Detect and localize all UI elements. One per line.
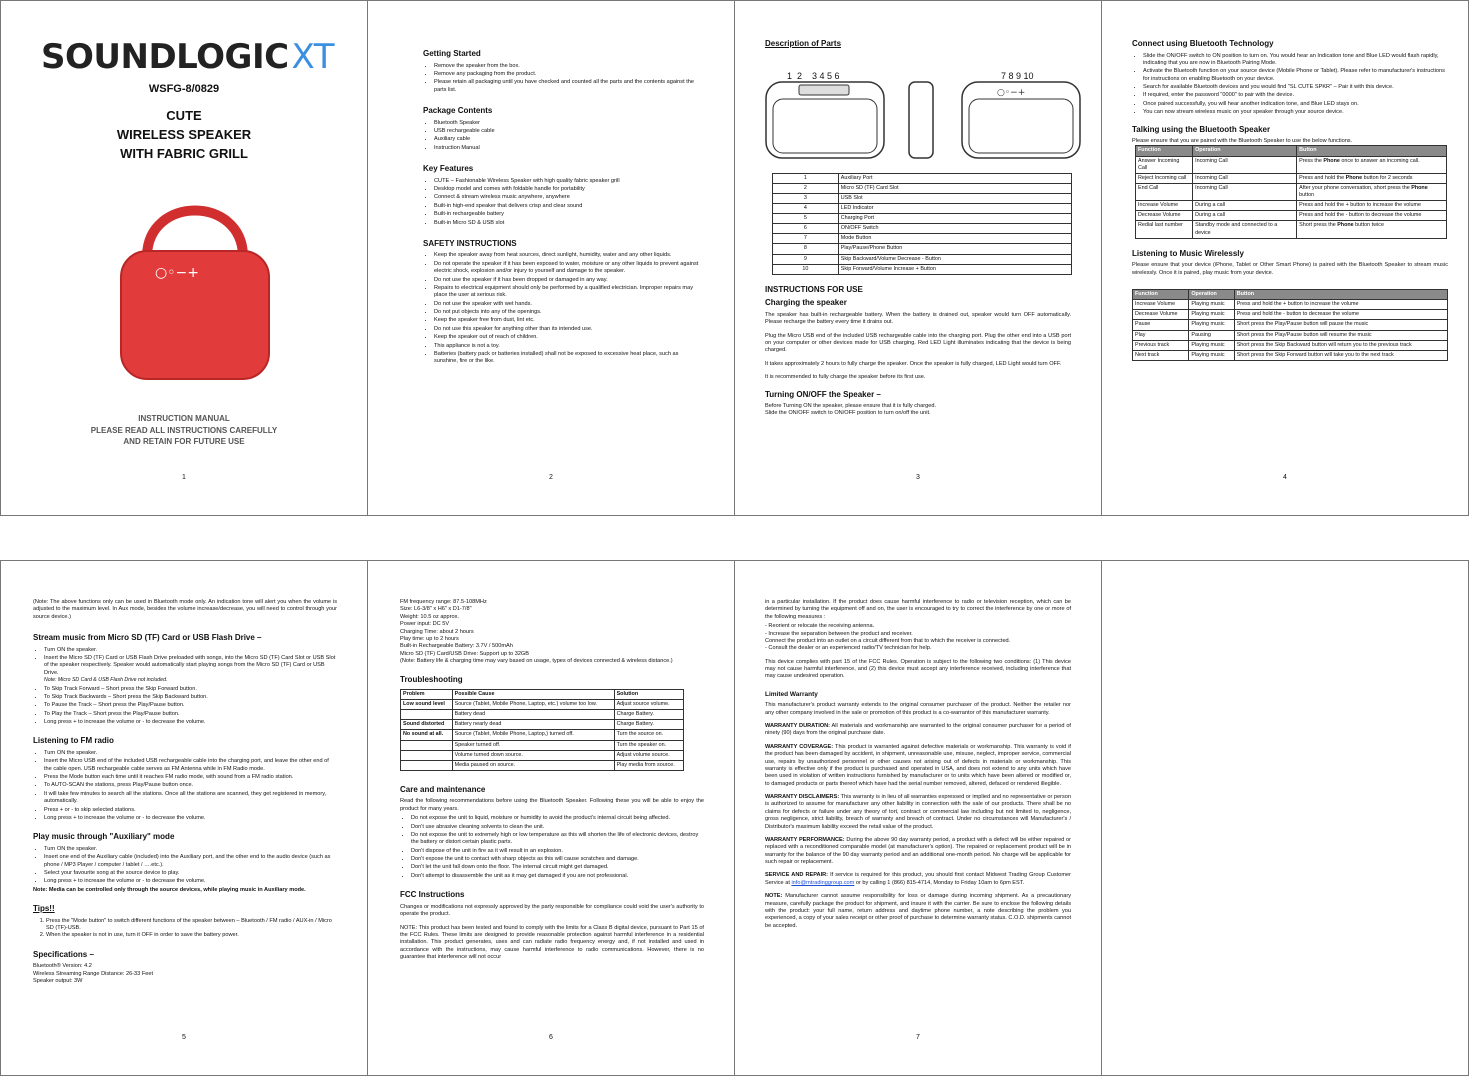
table-cell: Adjust volume source. [614, 750, 683, 760]
model-number: WSFG-8/0829 [148, 83, 220, 95]
table-row [773, 244, 1072, 254]
fcc-para: Changes or modifications not expressly approved by the party responsible for compliance could void the user's authority to operate the product. [400, 903, 704, 918]
charging-para: It takes approximately 2 hours to fully charge the speaker. Once the speaker is fully charged, LED Light would turn OFF. [765, 360, 1062, 367]
speaker-side-diagram [907, 81, 935, 159]
table-cell: Short press the Skip Backward button will return you to the previous track [1234, 340, 1447, 350]
table-row [401, 700, 684, 710]
heading-talking: Talking using the Bluetooth Speaker [1132, 124, 1271, 134]
talking-intro: Please ensure that you are paired with the Bluetooth Speaker to use the below functions. [1132, 138, 1353, 145]
table-cell: Press and hold the + button to increase the volume [1297, 201, 1447, 211]
table-row [1133, 350, 1448, 360]
table-cell: 4 [773, 203, 839, 213]
table-row [773, 264, 1072, 274]
page-number: 1 [182, 474, 186, 481]
speaker-back-diagram [961, 81, 1081, 159]
table-cell: Turn the source on. [614, 730, 683, 740]
spec-list: FM frequency range: 87.5-108MHz Size: L6-3/8" x H6" x D1-7/8" Weight: 10.5 oz approx. Power input: DC 5V Charging Time: about 2 hours Play time: up to 2 hours Built-in Rechargeable Battery: 3.7V / 500mAh Micro SD (TF) Card/USB Drive: Support up to 32GB (Note: Battery life & charging time may vary based on usage, types of devices connected & wireless distance.) [400, 599, 673, 664]
heading-aux: Play music through "Auxiliary" mode [33, 832, 175, 842]
table-cell: Sound distorted [401, 720, 453, 730]
table-cell: Press and hold the - button to decrease the volume [1297, 211, 1447, 221]
table-cell: Decrease Volume [1136, 211, 1193, 221]
table-cell: Playing music [1189, 340, 1234, 350]
table-cell: Increase Volume [1136, 201, 1193, 211]
table-row [773, 173, 1072, 183]
page-5 [0, 560, 368, 1076]
table-cell: Incoming Call [1193, 183, 1297, 200]
table-cell: Standby mode and connected to a device [1193, 221, 1297, 238]
heading-turning: Turning ON/OFF the Speaker – [765, 389, 881, 399]
heading-getting-started: Getting Started [423, 49, 481, 58]
listening-intro: Please ensure that your device (iPhone, Tablet or Other Smart Phone) is paired with the Bluetooth Speaker to stream music wirelessly. Once it is paired, play music from your device. [1132, 262, 1448, 276]
cover-footer: INSTRUCTION MANUAL PLEASE READ ALL INSTRUCTIONS CAREFULLY AND RETAIN FOR FUTURE USE [90, 414, 278, 447]
table-cell: No sound at all. [401, 730, 453, 740]
fm-list: • Turn ON the speaker. • Insert the Micro USB end of the included USB rechargeable cable into the charging port, and leave the other end of the cable open. USB rechargeable cable serves as FM Antenna while in FM Radio mode. • Press the Mode button each time until it reaches FM radio mode, with sound from a FM radio station. • To AUTO-SCAN the stations, press Play/Pause button once. • It will take few minutes to search all the stations. Once all the stations are scanned, they get registered in memory, automatically. • Press + or - to skip selected stations. • Long press + to increase the volume or - to decrease the volume. [33, 750, 337, 822]
heading-care: Care and maintenance [400, 784, 486, 794]
charging-para: The speaker has built-in rechargeable battery. When the battery is drained out, speaker would turn OFF automatically. Please recharge the battery every time it drains out. [765, 311, 1071, 326]
page-number: 4 [1283, 474, 1287, 481]
table-cell: Adjust source volume. [614, 700, 683, 710]
page-8-blank [1101, 560, 1469, 1076]
turning-para: Before Turning ON the speaker, please ensure that it is fully charged. [765, 403, 937, 410]
table-cell: 2 [773, 183, 839, 193]
table-cell: Source (Tablet, Mobile Phone, Laptop,) turned off. [452, 730, 614, 740]
table-cell: Media paused on source. [452, 760, 614, 770]
svg-text:○◦−+: ○◦−+ [997, 87, 1026, 98]
bluetooth-note: (Note: The above functions only can be used in Bluetooth mode only. An indication tone will alert you when the volume is adjusted to the maximum level. In Aux mode, besides the volume increase/decrease, you will need to control through your source device.) [33, 599, 337, 620]
table-row [1136, 156, 1447, 173]
table-cell: Answer Incoming Call [1136, 156, 1193, 173]
page-1 [0, 0, 368, 516]
page-3 [734, 0, 1102, 516]
service-para: SERVICE AND REPAIR: If service is required for this product, you should first contact Midwest Trading Group Customer Service at info@mtradinggroup.com or by calling 1 (866) 815-4714, Monday to Friday 10am to 6pm EST. [765, 872, 1071, 886]
table-cell: Pause [1133, 320, 1189, 330]
table-cell: ON/OFF Switch [838, 224, 1071, 234]
speaker-front-diagram [765, 81, 885, 159]
page-number: 3 [916, 474, 920, 481]
table-row [1133, 300, 1448, 310]
heading-description: Description of Parts [765, 39, 842, 48]
table-cell: Charge Battery. [614, 720, 683, 730]
table-cell: Redial last number [1136, 221, 1193, 238]
charging-para: It is recommended to fully charge the speaker before its first use. [765, 374, 926, 381]
heading-charging: Charging the speaker [765, 298, 847, 308]
safety-list: • Keep the speaker away from heat sources, direct sunlight, humidity, water and any other liquids. • Do not operate the speaker if it has been exposed to water, moisture or any other liquids to prevent against electric shock, explosion and/or injury to yourself and damage to the speaker. • Do not use the speaker if it has been dropped or damaged in any way. • Repairs to electrical equipment should only be performed by a qualified electrician. Improper repairs may place the user at serious risk. • Do not use the speaker with wet hands. • Do not put objects into any of the openings. • Keep the speaker free from dust, lint etc. • Do not use this speaker for anything other than its intended use. • Keep the speaker out of reach of children. • This appliance is not a toy. • Batteries (battery pack or batteries installed) shall not be exposed to excessive heat place, such as sunshine, fire or the like. [423, 252, 700, 365]
heading-instructions: INSTRUCTIONS FOR USE [765, 284, 863, 294]
table-row [773, 254, 1072, 264]
fcc-intro: in a particular installation. If the product does cause harmful interference to radio or television reception, which can be determined by turning the equipment off and on, the user is encouraged to try to correct the interference by one or more of the following measures : [765, 599, 1071, 620]
table-cell: Low sound level [401, 700, 453, 710]
back-numbers: 7 8 9 10 [1001, 70, 1034, 81]
table-cell: Press the Phone once to answer an incoming call. [1297, 156, 1447, 173]
table-cell: LED Indicator [838, 203, 1071, 213]
note-para: NOTE: Manufacturer cannot assume responsibility for loss or damage during incoming shipment. As a precautionary measure, carefully package the product for shipment, and insure it with the carrier. Be sure to enclose the following details with the product: your full name, return address and daytime phone number, a note describing the problem you experienced, a copy of your sales receipt or other proof of purchase to determine warranty status. C.O.D. shipments cannot be accepted. [765, 893, 1072, 929]
heading-key-features: Key Features [423, 164, 474, 174]
table-row [401, 720, 684, 730]
table-cell: 6 [773, 224, 839, 234]
table-cell: Press and hold the + button to increase the volume [1234, 300, 1447, 310]
heading-tips: Tips!! [33, 904, 55, 914]
table-cell: 5 [773, 214, 839, 224]
page-7 [734, 560, 1102, 1076]
turning-para: Slide the ON/OFF switch to ON/OFF position to turn on/off the unit. [765, 410, 931, 417]
table-cell: 10 [773, 264, 839, 274]
table-row [401, 730, 684, 740]
table-cell: After your phone conversation, short press the Phone button [1297, 183, 1447, 200]
table-cell [401, 760, 453, 770]
package-contents-list: • Bluetooth Speaker • USB rechargeable cable • Auxiliary cable • Instruction Manual [423, 120, 700, 153]
table-cell: Increase Volume [1133, 300, 1189, 310]
table-cell: Play/Pause/Phone Button [838, 244, 1071, 254]
table-row [1136, 201, 1447, 211]
getting-started-list: • Remove the speaker from the box. • Remove any packaging from the product. • Please retain all packaging until you have checked and counted all the parts and the contents against the parts list. [423, 63, 700, 95]
table-cell: Press and hold the Phone button for 2 seconds [1297, 173, 1447, 183]
table-row [1136, 173, 1447, 183]
table-cell: Decrease Volume [1133, 310, 1189, 320]
table-cell: Charging Port [838, 214, 1071, 224]
table-cell: Playing music [1189, 320, 1234, 330]
part15-para: This device complies with part 15 of the FCC Rules. Operation is subject to the following two conditions: (1) This device may not cause harmful interference, and (2) this device must accept any interference received, including interference that may cause undesired operation. [765, 658, 1071, 680]
table-cell: Incoming Call [1193, 156, 1297, 173]
page-number: 6 [549, 1034, 553, 1041]
music-table: Function Operation Button Increase Volume Playing music Press and hold the + button to increase the volume Decrease Volume Playing music Press and hold the - button to decrease the volume Pause Playing music Short press the Play/Pause button will pause the music Play Pausing Short press the Play/Pause button will resume the music Previous track Playing music Short press the Skip Backward button will return you to the previous track Next track Playing music Short press the Skip Forward button will take you to the next track [1132, 289, 1448, 361]
heading-specs: Specifications – [33, 949, 94, 959]
table-cell: Auxiliary Port [838, 173, 1071, 183]
table-row [401, 710, 684, 720]
table-row [1133, 330, 1448, 340]
table-cell [401, 710, 453, 720]
table-cell: Speaker turned off. [452, 740, 614, 750]
performance-para: WARRANTY PERFORMANCE: During the above 90 day warranty period, a product with a defect will be either repaired or replaced with a reconditioned comparable model (at manufacturer's option). The repaired or replacement product will be in warranty for the balance of the 90 day warranty period and an additional one-month period. No charge will be applicable for such repair or replacement. [765, 836, 1072, 866]
svg-text:○◦−+: ○◦−+ [155, 265, 199, 281]
service-email-link[interactable]: info@mtradinggroup.com [791, 879, 855, 886]
limited-para: This manufacturer's product warranty extends to the original consumer purchaser of the product. Neither the retailer nor any other company involved in the sale or promotion of this product is a co-warrantor of this manufacturer warranty. [765, 702, 1071, 716]
spec-line: Wireless Streaming Range Distance: 26-33 Feet [33, 970, 154, 977]
table-cell: Mode Button [838, 234, 1071, 244]
charging-para: Plug the Micro USB end of the included USB rechargeable cable into the charging port. Plug the other end into a USB port on your computer or other devices made for USB charging. Red LED Light illuminates indicating that the device is being charged. [765, 332, 1071, 354]
disclaimers-para: WARRANTY DISCLAIMERS: This warranty is in lieu of all warranties expressed or implied and no representative or person is authorized to assume for manufacturer any other liability in connection with the sale of our products. There shall be no claims for defects or failure under any theory of tort, contract or commercial law including but not limited to, negligence, gross negligence, strict liability, breach of warranty and breach of contract. Under no circumstances will Manufacturer's / Distributor's maximum liability exceed the retail value of the product. [765, 794, 1072, 830]
table-cell: Turn the speaker on. [614, 740, 683, 750]
table-row [1133, 310, 1448, 320]
heading-limited-warranty: Limited Warranty [765, 690, 818, 698]
table-cell: Next track [1133, 350, 1189, 360]
table-row [1133, 340, 1448, 350]
table-row [773, 203, 1072, 213]
coverage-para: WARRANTY COVERAGE: This product is warranted against defective materials or workmanship. This warranty is void if the product has been damaged by accident, in shipment, unreasonable use, misuse, neglect, improper service, commercial use, repairs by unauthorized personnel or other causes not arising out of defects in materials or workmanship. This warranty is effective only if the product is purchased and operated in USA, and does not extend to any units which have been used in violation of written instructions furnished by manufacturer or to units which have been altered or modified or, to damaged products or parts thereof which have had the serial number removed, altered, defaced or rendered illegible. [765, 743, 1071, 787]
talking-table: Function Operation Button Answer Incoming Call Incoming Call Press the Phone once to answer an incoming call. Reject Incoming call Incoming Call Press and hold the Phone button for 2 seconds End Call Incoming Call After your phone conversation, short press the Phone button Increase Volume During a call Press and hold the + button to increase the volume Decrease Volume During a call Press and hold the - button to decrease the volume Redial last number Standby mode and connected to a device Short press the Phone button twice [1135, 145, 1447, 238]
table-cell [401, 750, 453, 760]
page-2 [367, 0, 735, 516]
parts-diagram [765, 53, 1071, 163]
table-cell: Skip Forward/Volume Increase + Button [838, 264, 1071, 274]
table-cell: 1 [773, 173, 839, 183]
table-cell: 9 [773, 254, 839, 264]
table-cell: Short press the Play/Pause button will pause the music [1234, 320, 1447, 330]
heading-troubleshooting: Troubleshooting [400, 675, 463, 685]
care-list: • Do not expose the unit to liquid, moisture or humidity to avoid the product's internal circuit being affected. • Don't use abrasive cleaning solvents to clean the unit. • Do not expose the unit to extremely high or low temperature as this will shorten the life of electronic devices, destroy the battery or distort certain plastic parts. • Don't dispose of the unit in fire as it will result in an explosion. • Don't expose the unit to contact with sharp objects as this will cause scratches and damage. • Don't let the unit fall down onto the floor. The internal circuit might get damaged. • Don't attempt to disassemble the unit as it may get damaged if you are not professional. [400, 815, 704, 880]
table-cell: 7 [773, 234, 839, 244]
key-features-list: • CUTE – Fashionable Wireless Speaker with high quality fabric speaker grill • Desktop model and comes with foldable handle for portability • Connect & stream wireless music anywhere, anywhere • Built-in high-end speaker that delivers crisp and clear sound • Built-in rechargeable battery • Built-in Micro SD & USB slot [423, 178, 700, 227]
table-row [401, 740, 684, 750]
table-row [773, 224, 1072, 234]
table-row [401, 760, 684, 770]
table-cell: Press and hold the - button to decrease the volume [1234, 310, 1447, 320]
table-cell: Playing music [1189, 350, 1234, 360]
spec-line: Bluetooth® Version: 4.2 [33, 963, 92, 970]
table-row [773, 193, 1072, 203]
table-cell: Skip Backward/Volume Decrease - Button [838, 254, 1071, 264]
duration-para: WARRANTY DURATION: All materials and workmanship are warranted to the original consumer purchaser for a period of ninety (90) days from the original purchase date. [765, 723, 1071, 737]
heading-fm: Listening to FM radio [33, 736, 114, 746]
table-row [1133, 320, 1448, 330]
table-row [1136, 221, 1447, 238]
stream-list: • Turn ON the speaker. • Insert the Micro SD (TF) Card or USB Flash Drive preloaded with songs, into the Micro SD (TF) Card Slot or USB Slot of the speaker respectively. Speaker would automatically start playing songs from the Micro SD (TF) Card or USB Drive. Note: Micro SD Card & USB Flash Drive not included. • To Skip Track Forward – Short press the Skip Forward button. • To Skip Track Backwards – Short press the Skip Backward button. • To Pause the Track – Short press the Play/Pause button. • To Play the Track – Short press the Play/Pause button. • Long press + to increase the volume or - to decrease the volume. [33, 647, 337, 727]
table-row [773, 234, 1072, 244]
table-cell: 3 [773, 193, 839, 203]
table-cell: Charge Battery. [614, 710, 683, 720]
heading-safety: SAFETY INSTRUCTIONS [423, 238, 517, 248]
table-cell: Play [1133, 330, 1189, 340]
table-row [1136, 183, 1447, 200]
table-row [773, 214, 1072, 224]
table-cell: Battery nearly dead [452, 720, 614, 730]
aux-list: • Turn ON the speaker. • Insert one end of the Auxiliary cable (included) into the Auxiliary port, and the other end to the audio device (such as phone / MP3 Player / computer / tablet / ….etc.). • Select your favourite song at the source device to play. • Long press + to increase the volume or - to decrease the volume. [33, 846, 337, 886]
table-cell: Play media from source. [614, 760, 683, 770]
table-cell: Short press the Play/Pause button will resume the music [1234, 330, 1447, 340]
troubleshooting-table: Problem Possible Cause Solution Low sound level Source (Tablet, Mobile Phone, Laptop, etc.) volume too low. Adjust source volume. Battery dead Charge Battery. Sound distorted Battery nearly dead Charge Battery. No sound at all. Source (Tablet, Mobile Phone, Laptop,) turned off. Turn the source on. Speaker turned off. Turn the speaker on. Volume turned down source. Adjust volume source. Media paused on source. Play media from source. [400, 689, 684, 771]
brand-logo: SOUNDLOGICXT [41, 37, 335, 77]
heading-stream: Stream music from Micro SD (TF) Card or USB Flash Drive – [33, 633, 262, 643]
table-cell: Micro SD (TF) Card Slot [838, 183, 1071, 193]
table-row [773, 183, 1072, 193]
heading-package-contents: Package Contents [423, 106, 493, 116]
front-numbers: 1 2 3 4 5 6 [787, 70, 840, 81]
fcc-para: NOTE: This product has been tested and found to comply with the limits for a Class B digital device, pursuant to Part 15 of the FCC Rules. These limits are designed to provide reasonable protection against harmful interference in a residential installation. This product generates, uses and can radiate radio frequency energy and, if not installed and used in accordance with the instructions, may cause harmful interference to radio communications. However, there is no guarantee that interference will not occur [400, 924, 704, 961]
table-cell: Volume turned down source. [452, 750, 614, 760]
table-cell: Playing music [1189, 310, 1234, 320]
table-cell: Reject Incoming call [1136, 173, 1193, 183]
table-cell: Incoming Call [1193, 173, 1297, 183]
spec-line: Speaker output: 3W [33, 978, 83, 985]
page-4 [1101, 0, 1469, 516]
connect-list: • Slide the ON/OFF switch to ON position to turn on. You would hear an Indication tone and Blue LED would flash rapidly, indicating that you are now in Bluetooth Pairing Mode. • Activate the Bluetooth function on your source device (Mobile Phone or Tablet). Please refer to manufacturer's instructions for instructions on enabling Bluetooth on your device. • Search for available Bluetooth devices and you would find "SL CUTE SPKR" – Pair it with this device. • If required, enter the password "0000" to pair with the device. • Once paired successfully, you will hear another indication tone, and Blue LED stays on. • You can now stream wireless music on your speaker through your source device. [1132, 53, 1448, 117]
table-cell: USB Slot [838, 193, 1071, 203]
page-number: 2 [549, 474, 553, 481]
table-row [401, 750, 684, 760]
table-cell: Short press the Phone button twice [1297, 221, 1447, 238]
table-cell: Short press the Skip Forward button will take you to the next track [1234, 350, 1447, 360]
measure-list: - Reorient or relocate the receiving antenna. - Increase the separation between the product and receiver. Connect the product into an outlet on a circuit different from that to which the receiver is connected. - Consult the dealer or an experienced radio/TV technician for help. [765, 623, 1011, 652]
care-intro: Read the following recommendations before using the Bluetooth Speaker. Following these you will be able to enjoy the product for many years. [400, 798, 704, 812]
table-row [1136, 211, 1447, 221]
page-number: 7 [916, 1034, 920, 1041]
cover-title: CUTE WIRELESS SPEAKER WITH FABRIC GRILL [116, 108, 252, 161]
aux-note: Note: Media can be controlled only through the source devices, while playing music in Auxiliary mode. [33, 886, 306, 893]
heading-connect: Connect using Bluetooth Technology [1132, 39, 1274, 48]
speaker-image [115, 191, 275, 391]
table-cell: Playing music [1189, 300, 1234, 310]
table-cell: Source (Tablet, Mobile Phone, Laptop, etc.) volume too low. [452, 700, 614, 710]
parts-table [772, 173, 1072, 275]
heading-listening: Listening to Music Wirelessly [1132, 248, 1244, 258]
tips-list: 1. Press the "Mode button" to switch different functions of the speaker between – Bluetooth / FM radio / AUX-in / Micro SD (TF)-USB. 2. When the speaker is not in use, turn it OFF in order to save the battery power. [33, 918, 337, 940]
table-cell: 8 [773, 244, 839, 254]
page-number: 5 [182, 1034, 186, 1041]
table-cell: End Call [1136, 183, 1193, 200]
page-6 [367, 560, 735, 1076]
table-cell: During a call [1193, 211, 1297, 221]
table-cell [401, 740, 453, 750]
table-cell: Pausing [1189, 330, 1234, 340]
heading-fcc: FCC Instructions [400, 890, 465, 900]
table-cell: Battery dead [452, 710, 614, 720]
table-cell: Previous track [1133, 340, 1189, 350]
table-cell: During a call [1193, 201, 1297, 211]
